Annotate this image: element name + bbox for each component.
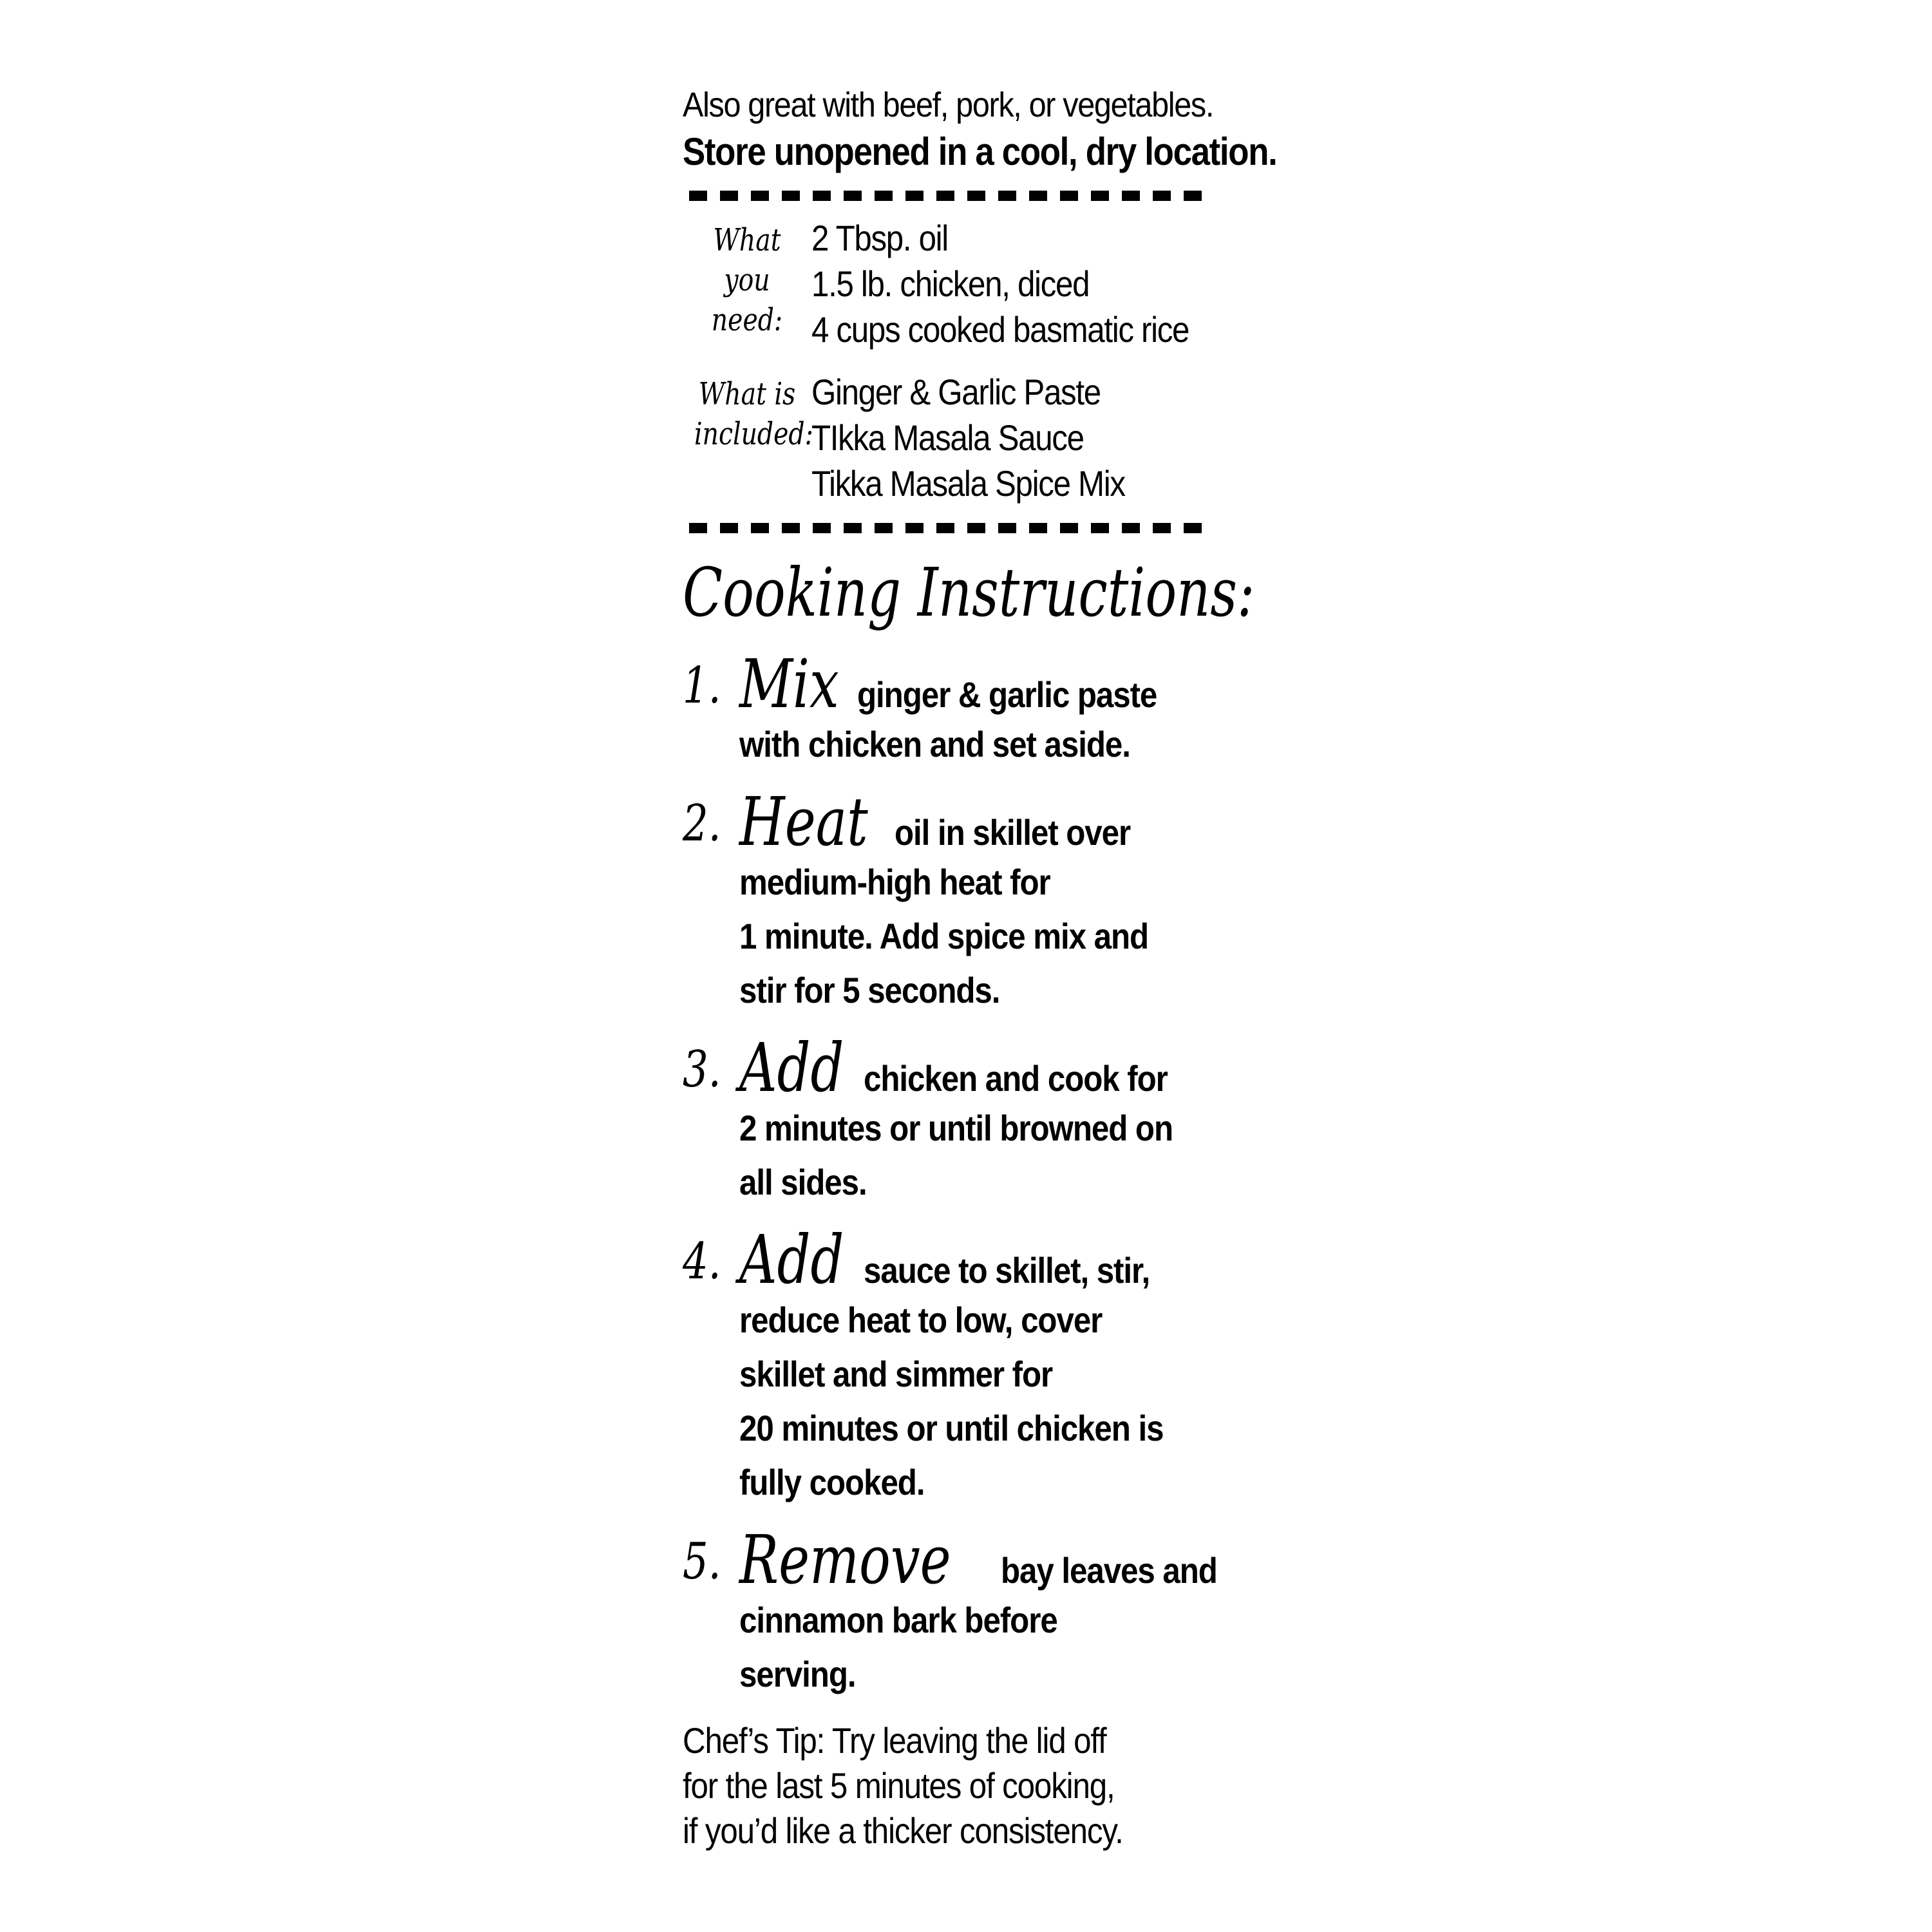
step-number: 3. <box>683 1041 721 1099</box>
step-text: fully cooked. <box>739 1462 925 1502</box>
need-item: 4 cups cooked basmatic rice <box>811 309 1189 350</box>
need-item: 1.5 lb. chicken, diced <box>811 263 1090 304</box>
dashed-divider-bottom <box>689 523 1211 533</box>
instruction-step-3 <box>683 1028 1262 1209</box>
step-number: 5. <box>683 1533 721 1591</box>
step-number: 2. <box>683 795 721 853</box>
step-text: stir for 5 seconds. <box>739 970 1000 1010</box>
included-item: TIkka Masala Sauce <box>811 417 1084 458</box>
what-you-need-section <box>683 215 1262 352</box>
step-verb: Add <box>739 1220 844 1299</box>
step-text: skillet and simmer for <box>739 1354 1053 1394</box>
dashed-divider-top <box>689 191 1211 201</box>
what-is-included-section <box>683 369 1262 506</box>
chefs-tip <box>683 1718 1262 1853</box>
step-text: bay leaves and <box>1000 1550 1217 1591</box>
step-text: with chicken and set aside. <box>739 724 1130 764</box>
what-you-need-list <box>811 215 1240 352</box>
tip-line: for the last 5 minutes of cooking, <box>683 1765 1115 1806</box>
step-verb: Remove <box>739 1520 951 1599</box>
recipe-panel <box>683 84 1277 1853</box>
step-text: serving. <box>739 1654 856 1694</box>
step-text: sauce to skillet, stir, <box>863 1250 1150 1291</box>
step-text: chicken and cook for <box>863 1058 1168 1099</box>
storage-note: Store unopened in a cool, dry location. <box>683 130 1277 173</box>
what-you-need-label: What you need: <box>711 222 783 338</box>
included-item: Tikka Masala Spice Mix <box>811 463 1125 504</box>
step-text: all sides. <box>739 1162 867 1202</box>
step-text: ginger & garlic paste <box>857 674 1157 715</box>
instruction-step-1 <box>683 645 1262 772</box>
step-number: 4. <box>683 1233 721 1291</box>
cooking-instructions-title: Cooking Instructions: <box>683 553 1255 632</box>
step-text: oil in skillet over <box>894 812 1130 853</box>
step-text: cinnamon bark before <box>739 1600 1057 1640</box>
what-is-included-label: What is included: <box>694 376 813 452</box>
tip-line: Chef’s Tip: Try leaving the lid off <box>683 1720 1106 1761</box>
step-verb: Mix <box>739 645 839 723</box>
step-number: 1. <box>683 657 721 715</box>
instruction-step-5 <box>683 1520 1262 1701</box>
step-verb: Heat <box>739 782 868 861</box>
included-item: Ginger & Garlic Paste <box>811 372 1101 412</box>
instruction-step-4 <box>683 1220 1262 1510</box>
intro-note: Also great with beef, pork, or vegetables. <box>683 86 1213 124</box>
instruction-step-2 <box>683 782 1262 1018</box>
step-text: 20 minutes or until chicken is <box>739 1408 1164 1448</box>
step-text: reduce heat to low, cover <box>739 1300 1103 1340</box>
step-text: medium-high heat for <box>739 862 1050 902</box>
need-item: 2 Tbsp. oil <box>811 218 948 258</box>
what-is-included-list <box>811 369 1168 506</box>
tip-line: if you’d like a thicker consistency. <box>683 1810 1123 1851</box>
step-text: 1 minute. Add spice mix and <box>739 916 1149 956</box>
step-text: 2 minutes or until browned on <box>739 1108 1173 1148</box>
step-verb: Add <box>739 1028 844 1107</box>
